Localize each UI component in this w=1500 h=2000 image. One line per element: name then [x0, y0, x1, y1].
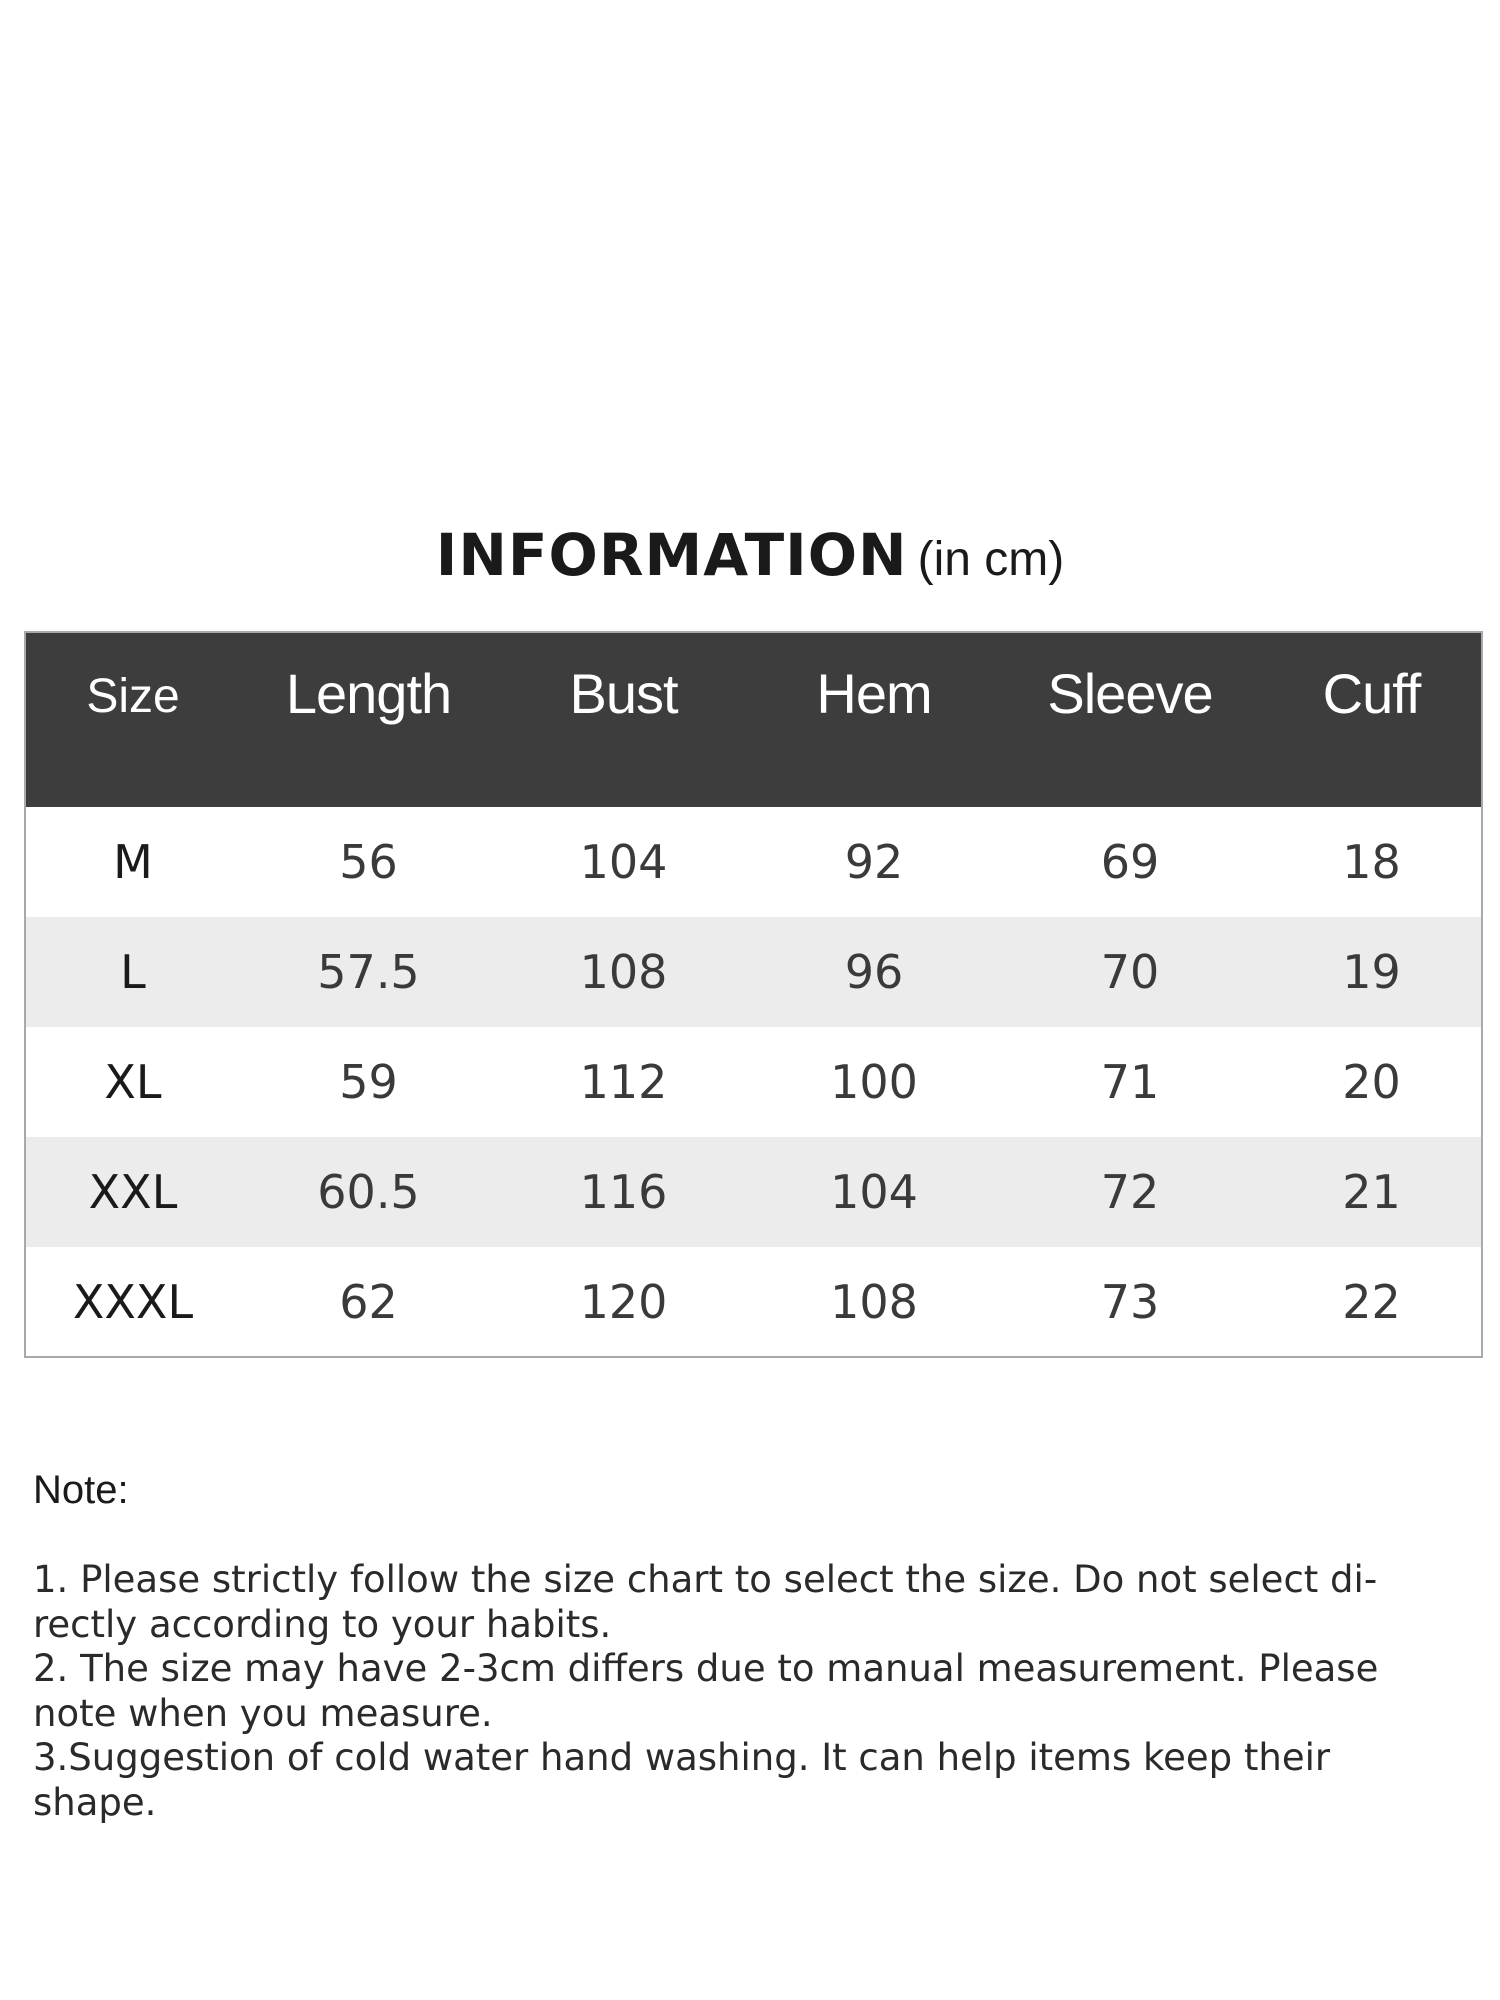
header-cuff: Cuff: [1322, 662, 1421, 725]
cell-cuff: 21: [1342, 1165, 1401, 1219]
note-line: rectly according to your habits.: [33, 1602, 612, 1646]
table-header-row: [25, 632, 1482, 807]
note-line: 1. Please strictly follow the size chart to select the size. Do not select di-: [33, 1558, 1378, 1601]
title-unit: (in cm): [917, 533, 1065, 586]
header-size: Size: [86, 670, 180, 723]
header-hem: Hem: [816, 662, 932, 725]
header-sleeve: Sleeve: [1047, 662, 1213, 725]
cell-hem: 100: [830, 1055, 918, 1109]
cell-bust: 104: [579, 835, 668, 889]
cell-length: 59: [339, 1055, 398, 1109]
cell-sleeve: 73: [1100, 1274, 1160, 1329]
table-row: [25, 1137, 1482, 1247]
table-row: [25, 917, 1482, 1027]
table-row: [25, 807, 1482, 917]
header-bust: Bust: [569, 662, 678, 725]
cell-cuff: 19: [1342, 945, 1401, 999]
cell-bust: 116: [579, 1165, 668, 1219]
cell-sleeve: 70: [1100, 945, 1160, 999]
cell-length: 57.5: [317, 945, 420, 999]
header-length: Length: [285, 662, 452, 725]
cell-sleeve: 71: [1100, 1055, 1160, 1109]
note-heading: Note:: [33, 1468, 129, 1512]
cell-sleeve: 72: [1100, 1165, 1160, 1219]
table-body: [25, 807, 1482, 1357]
size-chart-table: [24, 631, 1483, 1358]
cell-sleeve: 69: [1100, 835, 1160, 889]
cell-hem: 92: [844, 835, 904, 889]
cell-length: 62: [339, 1274, 398, 1329]
table-row: [25, 1247, 1482, 1357]
cell-length: 56: [339, 835, 398, 889]
cell-size: XXL: [88, 1165, 178, 1219]
note-line: shape.: [33, 1780, 157, 1824]
cell-bust: 120: [579, 1274, 668, 1329]
note-line: note when you measure.: [33, 1691, 493, 1735]
cell-bust: 112: [579, 1055, 668, 1109]
cell-cuff: 20: [1342, 1055, 1401, 1109]
cell-length: 60.5: [317, 1165, 420, 1219]
cell-size: L: [120, 945, 146, 999]
cell-cuff: 18: [1342, 835, 1401, 889]
note-body: [33, 1558, 1453, 1825]
note-line: 3.Suggestion of cold water hand washing. It can help items keep their: [33, 1736, 1331, 1779]
cell-size: M: [113, 835, 153, 889]
cell-size: XXXL: [72, 1274, 194, 1329]
table-row: [25, 1027, 1482, 1137]
page-title: [0, 515, 1500, 610]
cell-hem: 108: [830, 1274, 918, 1329]
cell-cuff: 22: [1342, 1274, 1401, 1329]
note-line: 2. The size may have 2-3cm differs due to manual measurement. Please: [33, 1647, 1379, 1690]
table-header: [25, 632, 1482, 807]
cell-size: XL: [104, 1055, 162, 1109]
cell-hem: 96: [844, 945, 904, 999]
cell-bust: 108: [579, 945, 668, 999]
title-main: INFORMATION: [435, 521, 908, 589]
cell-hem: 104: [830, 1165, 918, 1219]
